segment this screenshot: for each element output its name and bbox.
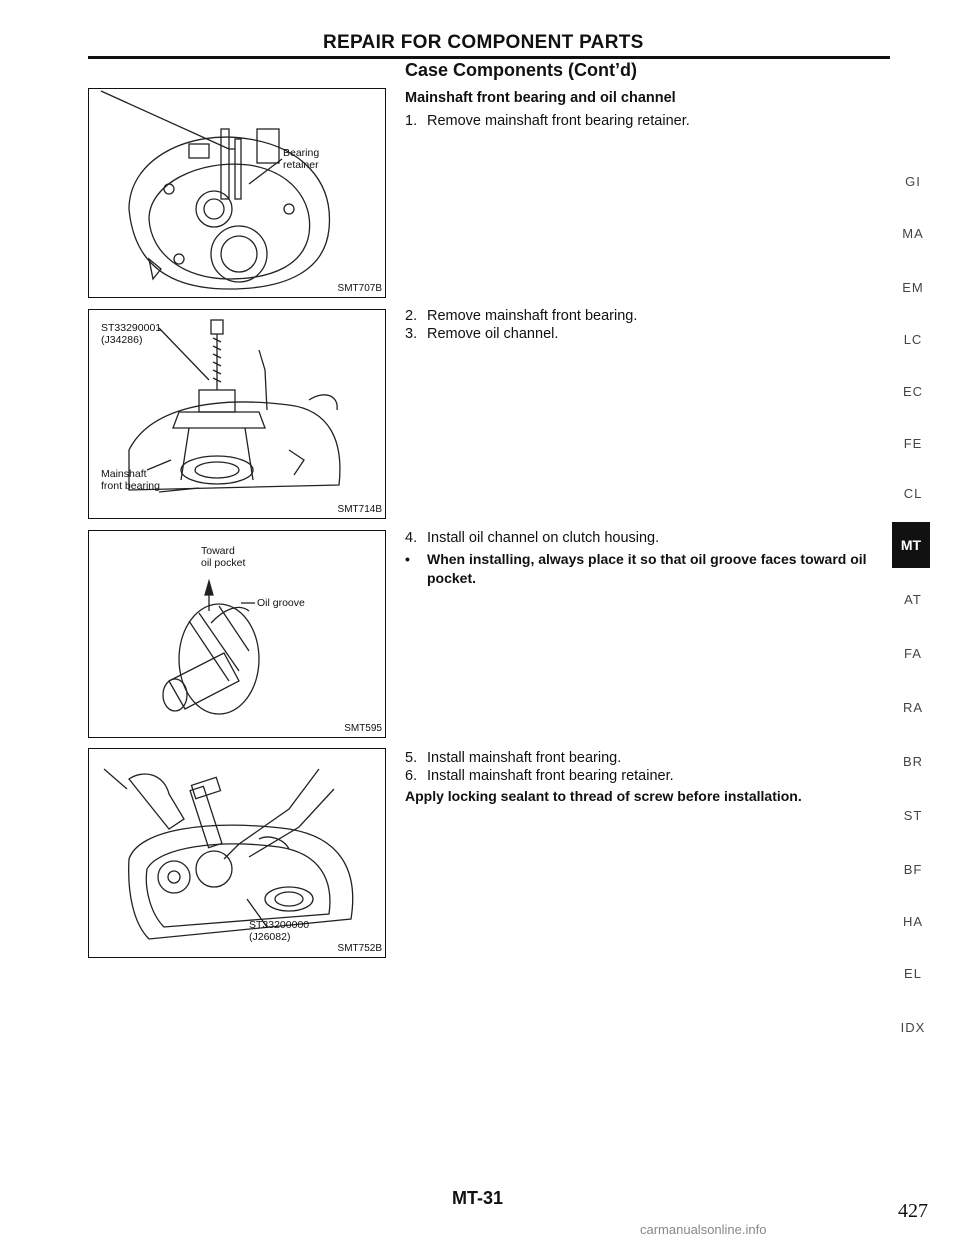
page-header-title: REPAIR FOR COMPONENT PARTS (323, 32, 644, 53)
callout-oil-groove: Oil groove (257, 597, 305, 609)
step-4 (405, 530, 659, 546)
step-number: 6. (405, 768, 418, 784)
bearing-installer-illustration (89, 749, 385, 957)
callout-mainshaft-front-bearing: Mainshaft front bearing (101, 468, 160, 492)
callout-bearing-retainer: Bearing retainer (283, 147, 320, 171)
callout-tool-st33290001: ST33290001 (J34286) (101, 322, 162, 346)
tab-ha[interactable]: HA (902, 914, 924, 929)
step-text: Remove oil channel. (427, 326, 559, 342)
tab-at[interactable]: AT (904, 592, 922, 607)
tab-st[interactable]: ST (903, 808, 923, 823)
step-number: 3. (405, 326, 418, 342)
tab-ma[interactable]: MA (902, 226, 924, 241)
step-2 (405, 308, 637, 324)
tab-fa[interactable]: FA (904, 646, 922, 661)
tab-br[interactable]: BR (902, 754, 924, 769)
page-number: 427 (898, 1200, 928, 1222)
figure-oil-channel (88, 530, 386, 738)
tab-ra[interactable]: RA (902, 700, 924, 715)
watermark-text: carmanualsonline.info (640, 1222, 767, 1237)
step-5 (405, 750, 621, 766)
note-text: When installing, always place it so that oil groove faces toward oil pocket. (427, 551, 867, 586)
tab-bf[interactable]: BF (903, 862, 923, 877)
note-bullet: • (405, 551, 410, 567)
tab-em[interactable]: EM (902, 280, 924, 295)
step-number: 2. (405, 308, 418, 324)
tab-lc[interactable]: LC (903, 332, 923, 347)
figure-bearing-retainer (88, 88, 386, 298)
tab-ec[interactable]: EC (902, 384, 924, 399)
step-6 (405, 768, 674, 784)
subsection-heading: Mainshaft front bearing and oil channel (405, 90, 676, 106)
tab-idx[interactable]: IDX (900, 1020, 926, 1035)
step-text: Remove mainshaft front bearing. (427, 308, 638, 324)
step-text: Install oil channel on clutch housing. (427, 530, 660, 546)
step-number: 5. (405, 750, 418, 766)
sealant-instruction: Apply locking sealant to thread of screw before installation. (405, 788, 802, 804)
tab-cl[interactable]: CL (903, 486, 923, 501)
step-text: Install mainshaft front bearing. (427, 750, 622, 766)
figure-code: SMT707B (337, 283, 382, 294)
transmission-case-illustration (89, 89, 385, 297)
callout-tool-st33200000: ST33200000 (J26082) (249, 919, 310, 943)
figure-bearing-installer (88, 748, 386, 958)
tab-el[interactable]: EL (904, 966, 922, 981)
header-rule (88, 56, 890, 59)
tab-fe[interactable]: FE (903, 436, 923, 451)
tab-mt-active[interactable]: MT (892, 522, 930, 568)
step-text: Install mainshaft front bearing retainer. (427, 768, 674, 784)
callout-toward-oil-pocket: Toward oil pocket (201, 545, 246, 569)
step-number: 1. (405, 113, 418, 129)
figure-code: SMT714B (337, 504, 382, 515)
step-3 (405, 326, 558, 342)
page-code: MT-31 (452, 1188, 504, 1208)
step-number: 4. (405, 530, 418, 546)
step-text: Remove mainshaft front bearing retainer. (427, 113, 690, 129)
figure-code: SMT752B (337, 943, 382, 954)
tab-gi[interactable]: GI (905, 174, 921, 189)
figure-code: SMT595 (344, 723, 382, 734)
figure-bearing-puller (88, 309, 386, 519)
step-1 (405, 113, 690, 129)
section-title: Case Components (Cont’d) (405, 60, 637, 80)
